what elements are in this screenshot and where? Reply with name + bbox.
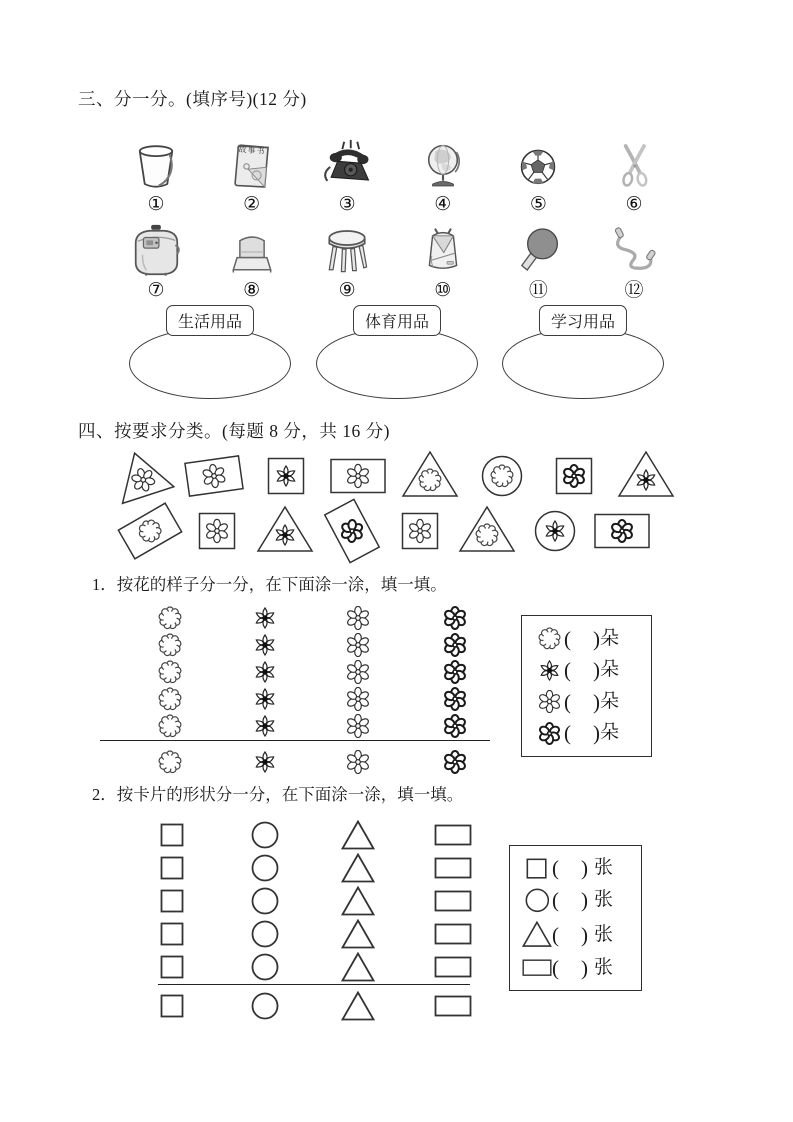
flower-bold-icon (443, 714, 467, 738)
item-telephone (303, 136, 391, 214)
paren-close: ) (593, 689, 600, 714)
flower-daisy-icon (346, 714, 370, 738)
flower-bold-icon (443, 687, 467, 711)
card-triangle-star (253, 501, 317, 561)
tally-column-square (160, 818, 184, 1022)
flower-star-icon (253, 750, 277, 774)
tally-cell (443, 604, 467, 631)
answer-icon-wrap (522, 921, 552, 947)
item-number: ⑫ (624, 279, 644, 301)
item-backpack (399, 222, 487, 300)
tally-cell (158, 604, 182, 631)
bucket-icon (129, 138, 183, 194)
tally-cell (346, 604, 370, 631)
tally-column-rectangle (434, 818, 472, 1022)
paren-open: ( (552, 955, 559, 980)
item-number: ③ (338, 193, 356, 215)
card-rectangle-scallop (107, 489, 192, 573)
circle-icon (251, 887, 279, 915)
tally-column-bold (443, 604, 467, 775)
question1-answer-box (521, 615, 652, 757)
answer-row-triangle (522, 921, 633, 947)
flower-scallop-icon (158, 750, 182, 774)
answer-icon-wrap (534, 690, 564, 713)
square-icon (160, 856, 184, 880)
paren-close: ) (593, 626, 600, 651)
unit-label: 朵 (600, 722, 620, 744)
tally-cell (160, 884, 184, 917)
rectangle-icon (434, 995, 472, 1017)
tally-cell (251, 917, 279, 950)
stool-icon (318, 224, 376, 280)
circle-icon (251, 821, 279, 849)
item-paddle (494, 222, 582, 300)
tally-cell (434, 818, 472, 851)
square-card-icon (542, 446, 606, 506)
rectangle-icon (434, 890, 472, 912)
card-triangle-scallop (398, 446, 462, 506)
answer-icon-wrap (534, 659, 564, 682)
tally-cell (434, 950, 472, 983)
paren-open: ( (564, 721, 571, 746)
tally-cell (251, 851, 279, 884)
answer-row-rectangle (522, 957, 633, 979)
card-circle-star (523, 501, 587, 561)
item-number: ① (147, 193, 165, 215)
item-number: ⑧ (243, 279, 261, 301)
tally-cell (253, 685, 277, 712)
flower-star-icon (253, 687, 277, 711)
question1-text: 1．按花的样子分一分，在下面涂一涂，填一填。 (92, 575, 447, 594)
tally-column-circle (251, 818, 279, 1022)
tally-cell (251, 950, 279, 983)
flower-scallop-icon (158, 714, 182, 738)
tally-base-cell (443, 748, 467, 775)
tally-cell (346, 685, 370, 712)
flower-bold-icon (443, 606, 467, 630)
tally-cell (158, 631, 182, 658)
flower-scallop-icon (158, 660, 182, 684)
flower-daisy-icon (346, 606, 370, 630)
rectangle-card-icon (311, 489, 394, 574)
tally-cell (341, 917, 375, 950)
tally-cell (346, 712, 370, 739)
tally-cell (160, 851, 184, 884)
paren-close: ) (581, 888, 588, 913)
square-card-icon (185, 501, 249, 561)
category-label: 学习用品 (539, 305, 627, 336)
answer-row-square (522, 857, 633, 879)
square-icon (160, 922, 184, 946)
telephone-icon (318, 138, 376, 194)
flower-star-icon (253, 660, 277, 684)
item-number: ⑥ (625, 193, 643, 215)
paren-close: ) (581, 922, 588, 947)
flower-scallop-icon (158, 633, 182, 657)
square-icon (160, 889, 184, 913)
category-label: 体育用品 (353, 305, 441, 336)
square-icon (526, 858, 547, 879)
triangle-icon (341, 919, 375, 949)
jump-rope-icon-wrap (590, 222, 678, 280)
item-number: ④ (434, 193, 452, 215)
paddle-icon-wrap (494, 222, 582, 280)
flower-star-icon (253, 633, 277, 657)
category-group-daily (125, 305, 295, 399)
flower-daisy-icon (538, 690, 561, 713)
bucket-icon-wrap (112, 136, 200, 194)
tally-base-cell (158, 748, 182, 775)
circle-icon (251, 953, 279, 981)
stool-icon-wrap (303, 222, 391, 280)
triangle-icon (522, 921, 552, 947)
card-rectangle-bold (590, 501, 654, 561)
answer-icon-wrap (522, 958, 552, 977)
flower-daisy-icon (346, 633, 370, 657)
flower-daisy-icon (346, 687, 370, 711)
tally-base-cell (434, 989, 472, 1022)
triangle-card-icon (253, 501, 317, 561)
card-triangle-scallop (455, 501, 519, 561)
circle-icon (251, 920, 279, 948)
flower-scallop-icon (158, 606, 182, 630)
answer-icon-wrap (522, 858, 552, 879)
scissors-icon-wrap (590, 136, 678, 194)
unit-label: 朵 (600, 690, 620, 712)
answer-row-circle (522, 888, 633, 913)
flower-star-icon (253, 606, 277, 630)
tally-base-cell (160, 989, 184, 1022)
triangle-icon (341, 853, 375, 883)
flower-scallop-icon (158, 687, 182, 711)
paren-open: ( (564, 626, 571, 651)
triangle-icon (341, 886, 375, 916)
tally-cell (434, 884, 472, 917)
tally-cell (434, 917, 472, 950)
square-icon (160, 994, 184, 1018)
category-group-study (498, 305, 668, 399)
rectangle-card-icon (590, 501, 654, 561)
rectangle-icon (434, 857, 472, 879)
tally-column-daisy (346, 604, 370, 775)
card-square-daisy (388, 501, 452, 561)
rectangle-icon (434, 923, 472, 945)
answer-row-scallop (534, 627, 643, 650)
card-square-star (254, 446, 318, 506)
answer-row-bold (534, 722, 643, 745)
tally-cell (251, 818, 279, 851)
tally-column-triangle (341, 818, 375, 1022)
square-icon (160, 955, 184, 979)
soccer-ball-icon (512, 138, 564, 194)
cards-row-2 (118, 500, 654, 562)
tally-cell (253, 631, 277, 658)
bed-icon-wrap (208, 222, 296, 280)
globe-icon (417, 138, 469, 194)
card-square-daisy (185, 501, 249, 561)
triangle-icon (341, 820, 375, 850)
card-triangle-star (614, 446, 678, 506)
category-oval (316, 328, 478, 399)
flower-bold-icon (443, 660, 467, 684)
bed-icon (224, 224, 280, 280)
item-jump-rope (590, 222, 678, 300)
tally-cell (253, 712, 277, 739)
tally-cell (434, 851, 472, 884)
flower-daisy-icon (346, 750, 370, 774)
tally-cell (443, 658, 467, 685)
tally-cell (443, 685, 467, 712)
item-scissors (590, 136, 678, 214)
circle-icon (525, 888, 550, 913)
question2-answer-box (509, 845, 642, 991)
paren-close: ) (593, 658, 600, 683)
category-label: 生活用品 (166, 305, 254, 336)
category-group-sports (312, 305, 482, 399)
triangle-icon (341, 952, 375, 982)
tally-cell (443, 712, 467, 739)
unit-label: 朵 (600, 659, 620, 681)
square-card-icon (388, 501, 452, 561)
paren-open: ( (564, 689, 571, 714)
tally-baseline (158, 984, 470, 985)
item-bucket (112, 136, 200, 214)
square-card-icon (254, 446, 318, 506)
circle-card-icon (523, 501, 587, 561)
tally-cell (158, 658, 182, 685)
tally-cell (160, 950, 184, 983)
flower-star-icon (538, 659, 561, 682)
item-storybook (208, 136, 296, 214)
tally-cell (160, 917, 184, 950)
tally-cell (158, 685, 182, 712)
cards-row-1 (110, 446, 678, 506)
paren-close: ) (581, 856, 588, 881)
item-number: ⑪ (528, 279, 548, 301)
globe-icon-wrap (399, 136, 487, 194)
tally-base-cell (251, 989, 279, 1022)
circle-icon (251, 992, 279, 1020)
tally-base-cell (253, 748, 277, 775)
section4-title: 四、按要求分类。(每题 8 分，共 16 分) (78, 421, 390, 441)
question2-text: 2．按卡片的形状分一分，在下面涂一涂，填一填。 (92, 785, 464, 804)
unit-label: 张 (594, 923, 614, 945)
circle-card-icon (470, 446, 534, 506)
card-circle-scallop (470, 446, 534, 506)
tally-cell (341, 884, 375, 917)
items-row-1 (112, 136, 678, 214)
section3-title: 三、分一分。(填序号)(12 分) (78, 89, 307, 109)
item-stool (303, 222, 391, 300)
rectangle-icon (434, 824, 472, 846)
tally-cell (443, 631, 467, 658)
answer-row-daisy (534, 690, 643, 713)
flower-bold-icon (443, 633, 467, 657)
backpack-icon (419, 222, 467, 280)
soccer-ball-icon-wrap (494, 136, 582, 194)
tally-cell (346, 631, 370, 658)
tally-column-scallop (158, 604, 182, 775)
triangle-icon (341, 991, 375, 1021)
rectangle-icon (434, 956, 472, 978)
rice-cooker-icon (126, 222, 186, 280)
card-rectangle-bold (311, 489, 394, 574)
tally-cell (341, 818, 375, 851)
item-number: ⑩ (434, 279, 452, 301)
item-number: ⑨ (338, 279, 356, 301)
answer-row-star (534, 659, 643, 682)
tally-cell (253, 604, 277, 631)
unit-label: 朵 (600, 627, 620, 649)
tally-cell (341, 950, 375, 983)
paren-close: ) (581, 955, 588, 980)
unit-label: 张 (594, 889, 614, 911)
triangle-card-icon (614, 446, 678, 506)
item-rice-cooker (112, 222, 200, 300)
unit-label: 张 (594, 956, 614, 978)
triangle-card-icon (398, 446, 462, 506)
paren-open: ( (552, 922, 559, 947)
tally-cell (158, 712, 182, 739)
item-globe (399, 136, 487, 214)
flower-star-icon (253, 714, 277, 738)
unit-label: 张 (594, 857, 614, 879)
tally-column-star (253, 604, 277, 775)
item-number: ⑤ (529, 193, 547, 215)
flower-scallop-icon (538, 627, 561, 650)
card-square-bold (542, 446, 606, 506)
items-row-2 (112, 222, 678, 300)
telephone-icon-wrap (303, 136, 391, 194)
item-number: ⑦ (147, 279, 165, 301)
answer-icon-wrap (522, 888, 552, 913)
flower-daisy-icon (346, 660, 370, 684)
paddle-icon (511, 224, 565, 280)
paren-open: ( (552, 856, 559, 881)
backpack-icon-wrap (399, 222, 487, 280)
item-soccer-ball (494, 136, 582, 214)
paren-close: ) (593, 721, 600, 746)
tally-base-cell (346, 748, 370, 775)
tally-base-cell (341, 989, 375, 1022)
scissors-icon (609, 138, 659, 194)
circle-icon (251, 854, 279, 882)
item-bed (208, 222, 296, 300)
category-oval (502, 328, 664, 399)
tally-cell (251, 884, 279, 917)
rectangle-icon (522, 958, 552, 977)
category-oval (129, 328, 291, 399)
item-number: ② (243, 193, 261, 215)
answer-icon-wrap (534, 627, 564, 650)
tally-cell (253, 658, 277, 685)
flower-bold-icon (538, 722, 561, 745)
jump-rope-icon (607, 224, 661, 280)
square-icon (160, 823, 184, 847)
tally-cell (346, 658, 370, 685)
triangle-card-icon (455, 501, 519, 561)
shape-tally-grid (158, 818, 470, 1022)
answer-icon-wrap (534, 722, 564, 745)
rice-cooker-icon-wrap (112, 222, 200, 280)
paren-open: ( (552, 888, 559, 913)
tally-cell (160, 818, 184, 851)
flower-tally-grid (100, 604, 490, 774)
paren-open: ( (564, 658, 571, 683)
book-title-text: 故事书 (237, 145, 266, 156)
tally-cell (341, 851, 375, 884)
flower-bold-icon (443, 750, 467, 774)
rectangle-card-icon (107, 489, 192, 573)
